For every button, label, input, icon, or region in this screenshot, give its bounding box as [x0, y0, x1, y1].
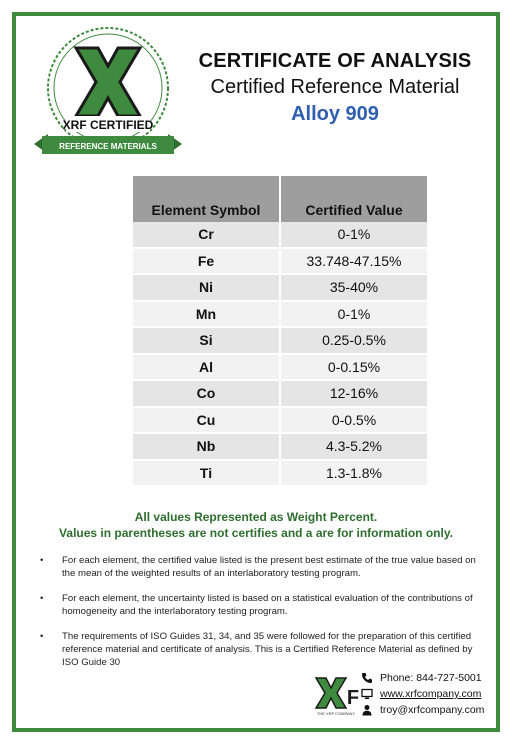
bullet-marker: • [40, 555, 44, 566]
title-block [190, 50, 480, 126]
table-row [133, 460, 427, 487]
certified-value: 0-1% [280, 222, 427, 248]
xrf-certified-badge [28, 26, 188, 166]
certificate-title: CERTIFICATE OF ANALYSIS [198, 50, 472, 72]
element-symbol: Nb [133, 433, 280, 460]
table-row [133, 248, 427, 275]
certified-value: 0.25-0.5% [280, 327, 427, 354]
alloy-name: Alloy 909 [291, 103, 379, 125]
website-link[interactable]: www.xrfcompany.com [380, 688, 482, 700]
table-row [133, 433, 427, 460]
xrf-company-logo [312, 676, 360, 716]
bullet-text: The requirements of ISO Guides 31, 34, and 35 were followed for the preparation of this certified reference material and certificate of analysis. This is a Certified Reference Material as defined by ISO Guide 30 [62, 631, 473, 668]
phone-number: Phone: 844-727-5001 [380, 672, 482, 684]
element-symbol: Co [133, 380, 280, 407]
table-row [133, 222, 427, 248]
element-symbol: Ti [133, 460, 280, 487]
element-symbol: Cr [133, 222, 280, 248]
website-row [360, 686, 490, 702]
certified-value: 12-16% [280, 380, 427, 407]
element-symbol: Mn [133, 301, 280, 328]
badge-ribbon-text: REFERENCE MATERIALS [59, 142, 157, 151]
certified-value: 0-0.15% [280, 354, 427, 381]
certificate-subtitle: Certified Reference Material [210, 76, 460, 98]
weight-percent-note: All values Represented as Weight Percent. [134, 510, 378, 524]
element-symbol: Si [133, 327, 280, 354]
person-icon [360, 703, 374, 717]
table-row [133, 274, 427, 301]
certified-value: 4.3-5.2% [280, 433, 427, 460]
column-header-value: Certified Value [280, 176, 427, 222]
contact-info [360, 670, 490, 718]
element-symbol: Fe [133, 248, 280, 275]
list-item [40, 630, 480, 669]
table-row [133, 327, 427, 354]
svg-text:F: F [346, 687, 360, 709]
certified-values-table [133, 176, 427, 487]
logo-caption: THE XRF COMPANY [316, 711, 356, 716]
phone-icon [360, 671, 374, 685]
bullet-marker: • [40, 631, 44, 642]
list-item [40, 592, 480, 618]
certified-value: 33.748-47.15% [280, 248, 427, 275]
table-row [133, 407, 427, 434]
monitor-icon [360, 687, 374, 701]
table-row [133, 380, 427, 407]
badge-brand-text: XRF CERTIFIED [62, 118, 154, 132]
bullet-text: For each element, the uncertainty listed is based on a statistical evaluation of the contributions of homogeneity and the interlaboratory testing program. [62, 593, 473, 617]
certified-value: 1.3-1.8% [280, 460, 427, 487]
certified-value: 0-1% [280, 301, 427, 328]
certified-value: 35-40% [280, 274, 427, 301]
element-symbol: Al [133, 354, 280, 381]
list-item [40, 554, 480, 580]
phone-row [360, 670, 490, 686]
certification-notes-list [40, 554, 480, 681]
table-header-row [133, 176, 427, 222]
email-row [360, 702, 490, 718]
bullet-marker: • [40, 593, 44, 604]
table-row [133, 354, 427, 381]
parentheses-note: Values in parentheses are not certifies and a are for information only. [59, 526, 453, 540]
certified-value: 0-0.5% [280, 407, 427, 434]
element-symbol: Cu [133, 407, 280, 434]
bullet-text: For each element, the certified value listed is the present best estimate of the true value based on the mean of the weighted results of an interlaboratory testing program. [62, 555, 476, 579]
table-row [133, 301, 427, 328]
email-address[interactable]: troy@xrfcompany.com [380, 704, 485, 716]
element-symbol: Ni [133, 274, 280, 301]
column-header-element: Element Symbol [133, 176, 280, 222]
